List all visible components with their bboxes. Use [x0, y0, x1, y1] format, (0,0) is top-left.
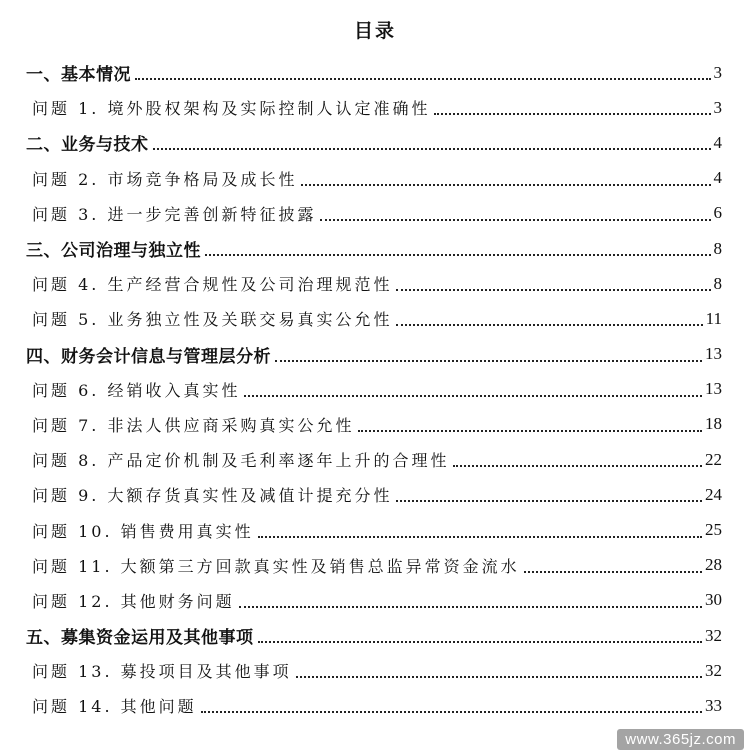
dot-leader [396, 323, 702, 326]
dot-leader [434, 112, 710, 115]
dot-leader [396, 499, 702, 502]
dot-leader [296, 675, 702, 678]
toc-item-row[interactable] [0, 442, 750, 477]
toc-page-number: 4 [713, 132, 722, 152]
toc-title: 目录 [353, 20, 396, 42]
toc-section-row[interactable] [0, 231, 750, 266]
dot-leader [301, 183, 710, 186]
toc-item-row[interactable] [0, 407, 750, 442]
toc-page-number: 33 [705, 695, 722, 715]
watermark: www.365jz.com [617, 729, 744, 750]
dot-leader [258, 535, 702, 538]
toc-page-number: 3 [713, 97, 722, 117]
toc-item-label: 问题 1. 境外股权架构及实际控制人认定准确性 [32, 99, 431, 119]
dot-leader [153, 147, 711, 150]
toc-section-row[interactable] [0, 55, 750, 90]
toc-page-number: 28 [705, 555, 722, 575]
toc-item-label: 问题 4. 生产经营合规性及公司治理规范性 [32, 275, 393, 295]
toc-section-row[interactable] [0, 618, 750, 653]
toc-page-number: 8 [713, 238, 722, 258]
toc-section-label: 二、业务与技术 [26, 135, 149, 156]
toc-item-label: 问题 5. 业务独立性及关联交易真实公允性 [32, 310, 393, 330]
toc-page-number: 32 [705, 625, 722, 645]
dot-leader [358, 429, 702, 432]
toc-page-number: 13 [705, 379, 722, 399]
toc-item-row[interactable] [0, 301, 750, 336]
toc-page-number: 32 [705, 660, 722, 680]
dot-leader [453, 464, 702, 467]
dot-leader [275, 359, 702, 362]
toc-section-label: 五、募集资金运用及其他事项 [26, 628, 254, 649]
toc-page-number: 4 [713, 168, 722, 188]
dot-leader [258, 640, 703, 643]
table-of-contents [0, 55, 750, 724]
toc-section-label: 四、财务会计信息与管理层分析 [26, 346, 271, 367]
toc-item-row[interactable] [0, 548, 750, 583]
toc-item-label: 问题 3. 进一步完善创新特征披露 [32, 204, 317, 224]
toc-item-row[interactable] [0, 372, 750, 407]
toc-page-number: 11 [705, 308, 722, 328]
toc-item-row[interactable] [0, 161, 750, 196]
toc-page-number: 25 [705, 520, 722, 540]
toc-item-row[interactable] [0, 583, 750, 618]
toc-item-label: 问题 7. 非法人供应商采购真实公允性 [32, 415, 355, 435]
dot-leader [135, 77, 711, 80]
toc-item-row[interactable] [0, 90, 750, 125]
toc-page-number: 6 [713, 203, 722, 223]
toc-item-row[interactable] [0, 477, 750, 512]
toc-item-label: 问题 12. 其他财务问题 [32, 591, 235, 611]
dot-leader [244, 394, 702, 397]
toc-page-number: 3 [713, 62, 722, 82]
toc-item-label: 问题 2. 市场竞争格局及成长性 [32, 169, 298, 189]
dot-leader [239, 605, 702, 608]
toc-item-label: 问题 14. 其他问题 [32, 697, 197, 717]
toc-page-number: 8 [713, 273, 722, 293]
toc-item-label: 问题 11. 大额第三方回款真实性及销售总监异常资金流水 [32, 556, 520, 576]
toc-item-label: 问题 9. 大额存货真实性及减值计提充分性 [32, 486, 393, 506]
dot-leader [201, 710, 702, 713]
toc-item-row[interactable] [0, 688, 750, 723]
toc-page-number: 30 [705, 590, 722, 610]
toc-page-number: 18 [705, 414, 722, 434]
toc-section-label: 一、基本情况 [26, 65, 131, 86]
dot-leader [205, 253, 711, 256]
toc-item-label: 问题 13. 募投项目及其他事项 [32, 662, 292, 682]
toc-item-row[interactable] [0, 653, 750, 688]
toc-item-label: 问题 6. 经销收入真实性 [32, 380, 241, 400]
toc-item-row[interactable] [0, 196, 750, 231]
toc-page-number: 13 [705, 344, 722, 364]
dot-leader [320, 218, 710, 221]
toc-item-row[interactable] [0, 266, 750, 301]
dot-leader [396, 288, 710, 291]
toc-page-number: 22 [705, 449, 722, 469]
toc-section-label: 三、公司治理与独立性 [26, 241, 201, 262]
toc-section-row[interactable] [0, 125, 750, 160]
toc-item-label: 问题 8. 产品定价机制及毛利率逐年上升的合理性 [32, 451, 450, 471]
dot-leader [524, 570, 702, 573]
toc-section-row[interactable] [0, 337, 750, 372]
toc-item-label: 问题 10. 销售费用真实性 [32, 521, 254, 541]
toc-item-row[interactable] [0, 512, 750, 547]
toc-page-number: 24 [705, 484, 722, 504]
